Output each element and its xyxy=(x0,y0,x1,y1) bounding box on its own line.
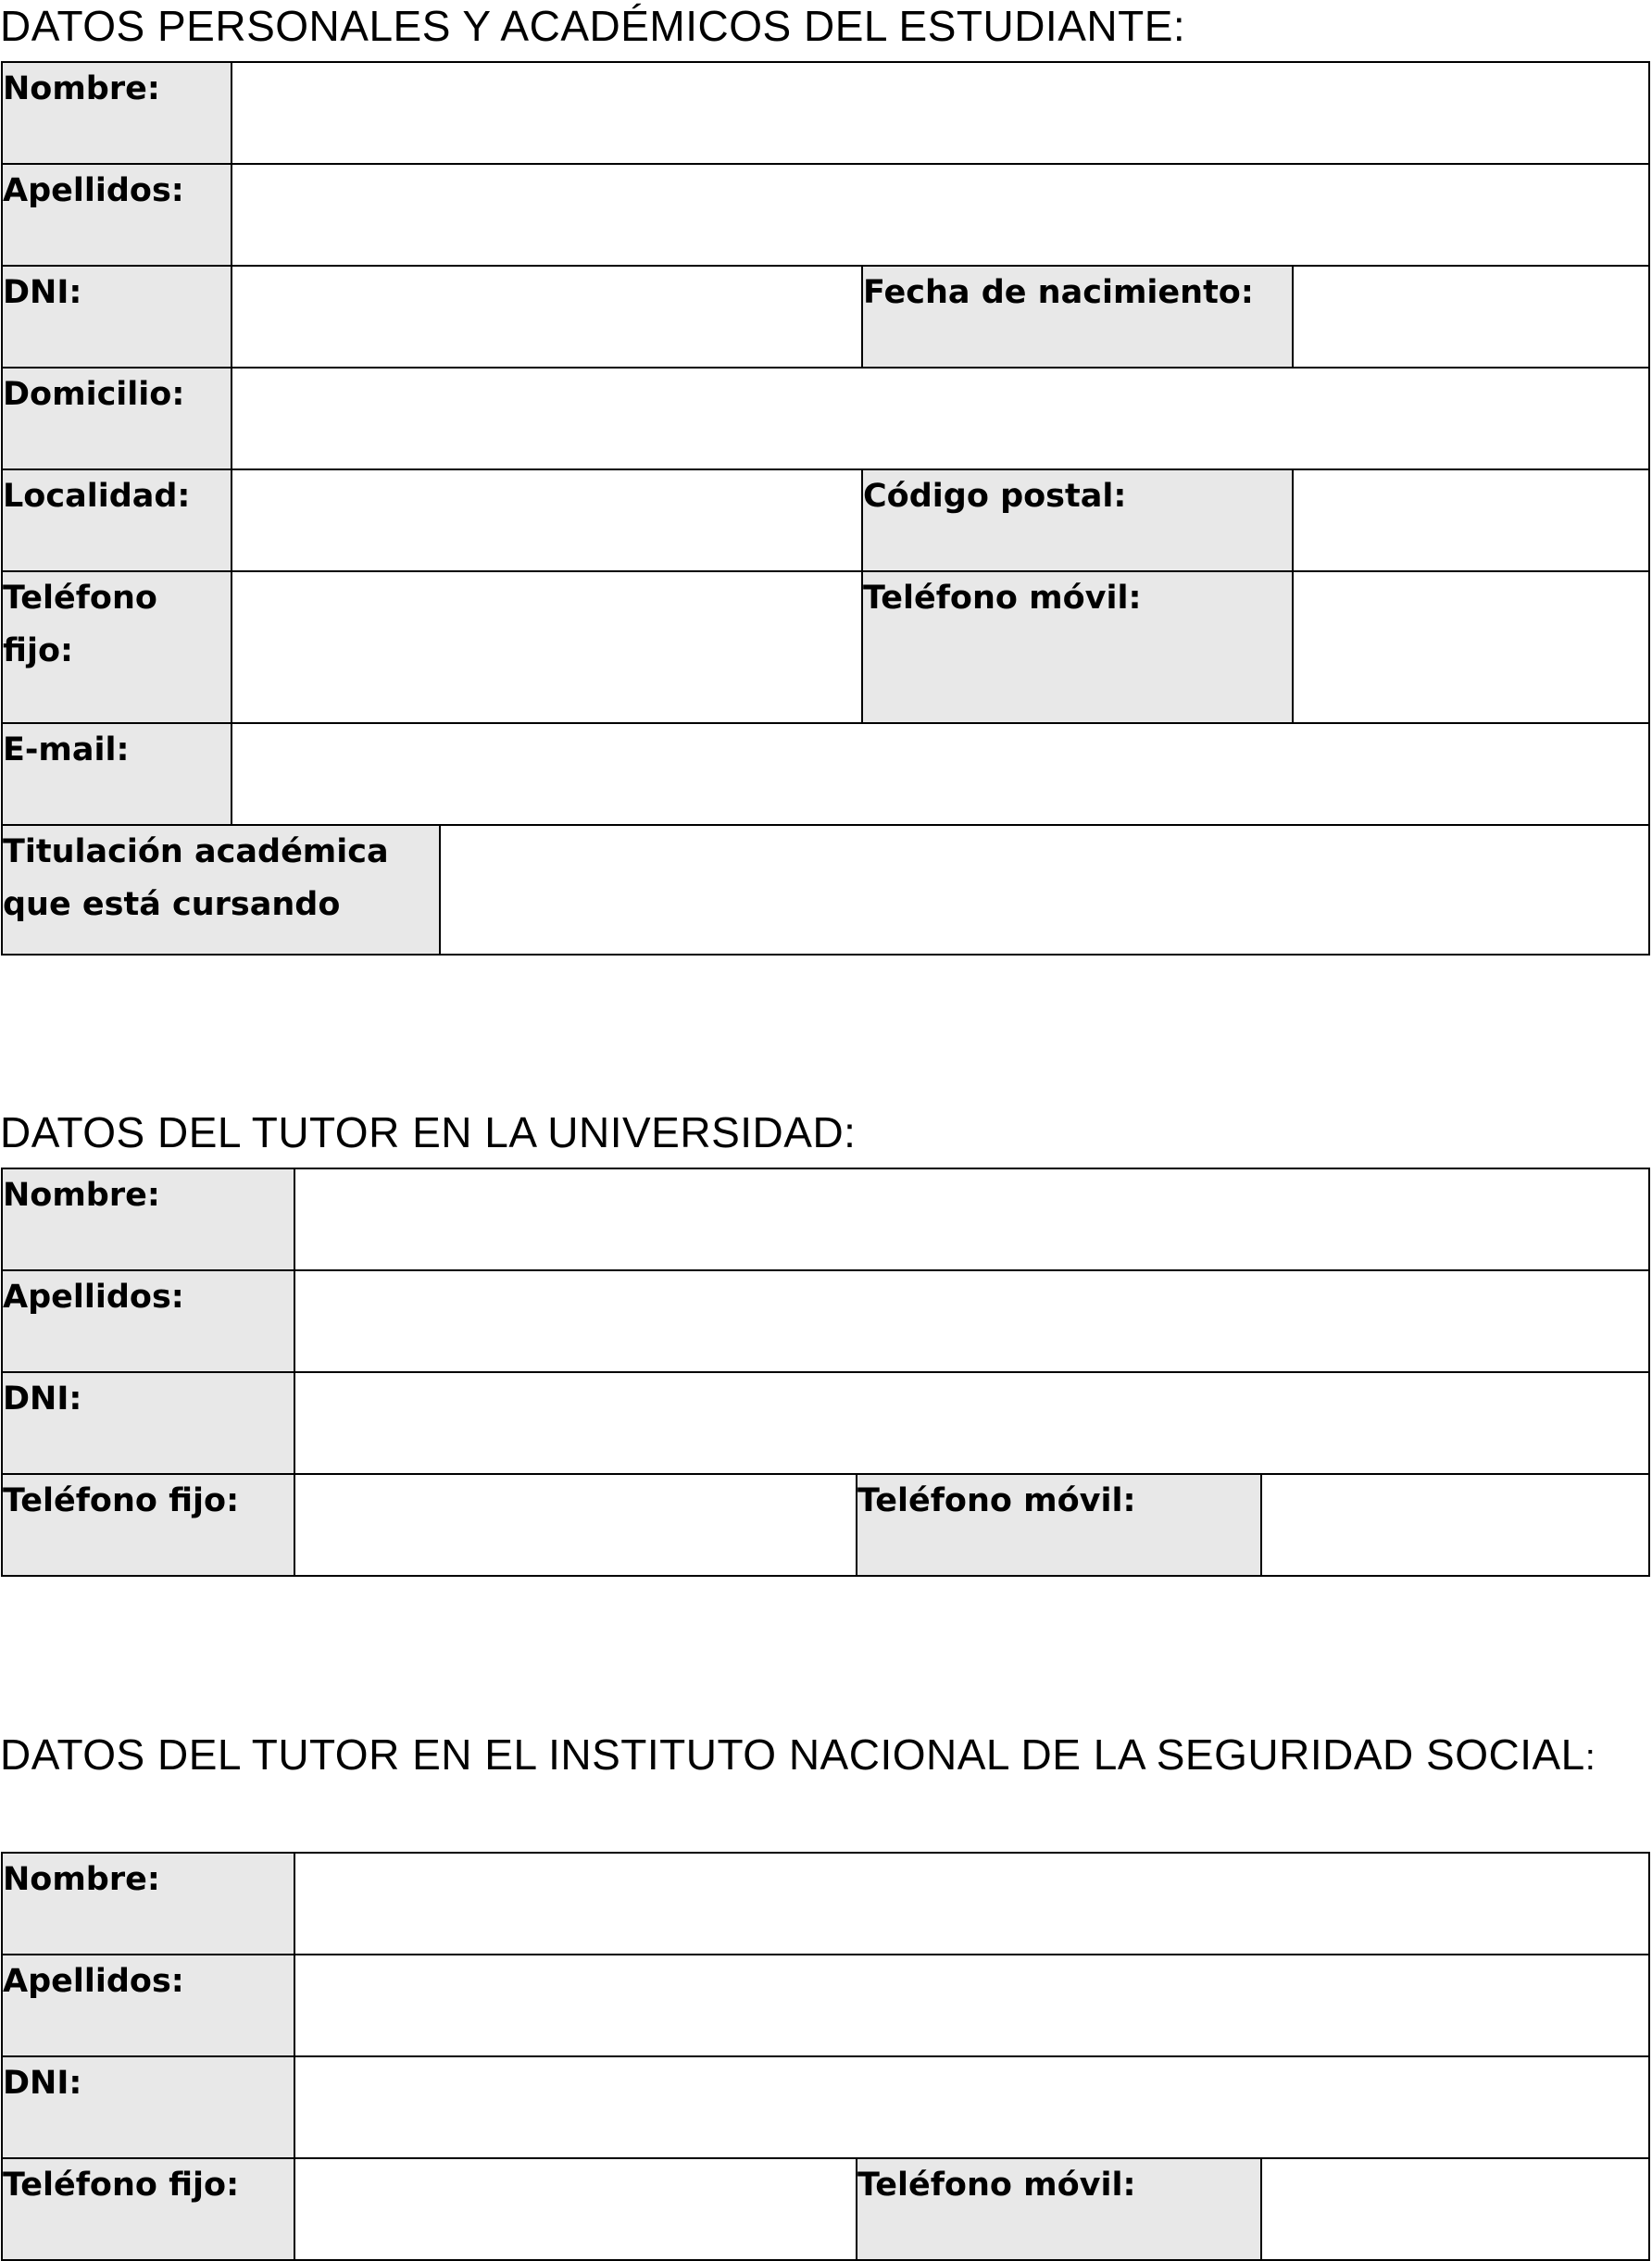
inss-tutor-apellidos-field[interactable] xyxy=(294,1955,1649,2056)
student-nombre-label: Nombre: xyxy=(2,62,232,164)
student-nombre-field[interactable] xyxy=(232,62,1649,164)
student-domicilio-field[interactable] xyxy=(232,368,1649,469)
university-tutor-nombre-label: Nombre: xyxy=(2,1168,294,1270)
inss-tutor-apellidos-label: Apellidos: xyxy=(2,1955,294,2056)
student-email-field[interactable] xyxy=(232,723,1649,825)
university-tutor-nombre-field[interactable] xyxy=(294,1168,1649,1270)
university-tutor-apellidos-label: Apellidos: xyxy=(2,1270,294,1372)
student-telefono-movil-field[interactable] xyxy=(1293,571,1649,723)
university-tutor-row-telefonos xyxy=(2,1474,1649,1576)
inss-tutor-nombre-field[interactable] xyxy=(294,1853,1649,1955)
student-email-label: E-mail: xyxy=(2,723,232,825)
university-tutor-dni-label: DNI: xyxy=(2,1372,294,1474)
university-tutor-row-apellidos xyxy=(2,1270,1649,1372)
student-row-dni xyxy=(2,266,1649,368)
inss-tutor-table xyxy=(1,1852,1650,2261)
inss-tutor-section-title xyxy=(0,1724,1646,1788)
student-dni-field[interactable] xyxy=(232,266,862,368)
inss-tutor-nombre-label: Nombre: xyxy=(2,1853,294,1955)
student-titulacion-label: Titulación académica que está cursando xyxy=(2,825,440,955)
student-row-nombre xyxy=(2,62,1649,164)
university-tutor-section-title: DATOS DEL TUTOR EN LA UNIVERSIDAD: xyxy=(0,1108,857,1156)
student-row-domicilio xyxy=(2,368,1649,469)
inss-tutor-row-apellidos xyxy=(2,1955,1649,2056)
student-row-localidad xyxy=(2,469,1649,571)
student-row-telefonos xyxy=(2,571,1649,723)
inss-tutor-row-telefonos xyxy=(2,2158,1649,2260)
university-tutor-table xyxy=(1,1168,1650,1577)
inss-tutor-dni-label: DNI: xyxy=(2,2056,294,2158)
university-tutor-telefono-fijo-field[interactable] xyxy=(294,1474,857,1576)
student-domicilio-label: Domicilio: xyxy=(2,368,232,469)
student-row-email xyxy=(2,723,1649,825)
student-codigo-postal-label: Código postal: xyxy=(862,469,1293,571)
university-tutor-dni-field[interactable] xyxy=(294,1372,1649,1474)
student-telefono-fijo-label: Teléfono fijo: xyxy=(2,571,232,723)
inss-tutor-row-dni xyxy=(2,2056,1649,2158)
inss-tutor-telefono-fijo-field[interactable] xyxy=(294,2158,857,2260)
inss-tutor-heading-text: DATOS DEL TUTOR EN EL INSTITUTO NACIONAL DE LA SEGURIDAD SOCIAL xyxy=(0,1730,1585,1779)
university-tutor-telefono-fijo-label: Teléfono fijo: xyxy=(2,1474,294,1576)
student-dni-label: DNI: xyxy=(2,266,232,368)
student-localidad-label: Localidad: xyxy=(2,469,232,571)
inss-tutor-telefono-fijo-label: Teléfono fijo: xyxy=(2,2158,294,2260)
university-tutor-telefono-movil-field[interactable] xyxy=(1261,1474,1649,1576)
student-fecha-nacimiento-label: Fecha de nacimiento: xyxy=(862,266,1293,368)
university-tutor-telefono-movil-label: Teléfono móvil: xyxy=(857,1474,1261,1576)
student-row-apellidos xyxy=(2,164,1649,266)
student-section-title: DATOS PERSONALES Y ACADÉMICOS DEL ESTUDIANTE: xyxy=(0,2,1186,50)
inss-tutor-heading-colon: : xyxy=(1584,1737,1596,1778)
university-tutor-apellidos-field[interactable] xyxy=(294,1270,1649,1372)
university-tutor-row-dni xyxy=(2,1372,1649,1474)
inss-tutor-telefono-movil-field[interactable] xyxy=(1261,2158,1649,2260)
student-fecha-nacimiento-field[interactable] xyxy=(1293,266,1649,368)
inss-tutor-telefono-movil-label: Teléfono móvil: xyxy=(857,2158,1261,2260)
student-data-table xyxy=(1,61,1650,956)
student-row-titulacion xyxy=(2,825,1649,955)
student-titulacion-field[interactable] xyxy=(440,825,1649,955)
inss-tutor-dni-field[interactable] xyxy=(294,2056,1649,2158)
student-localidad-field[interactable] xyxy=(232,469,862,571)
inss-tutor-row-nombre xyxy=(2,1853,1649,1955)
student-apellidos-label: Apellidos: xyxy=(2,164,232,266)
student-telefono-fijo-field[interactable] xyxy=(232,571,862,723)
student-apellidos-field[interactable] xyxy=(232,164,1649,266)
student-telefono-movil-label: Teléfono móvil: xyxy=(862,571,1293,723)
university-tutor-row-nombre xyxy=(2,1168,1649,1270)
student-codigo-postal-field[interactable] xyxy=(1293,469,1649,571)
